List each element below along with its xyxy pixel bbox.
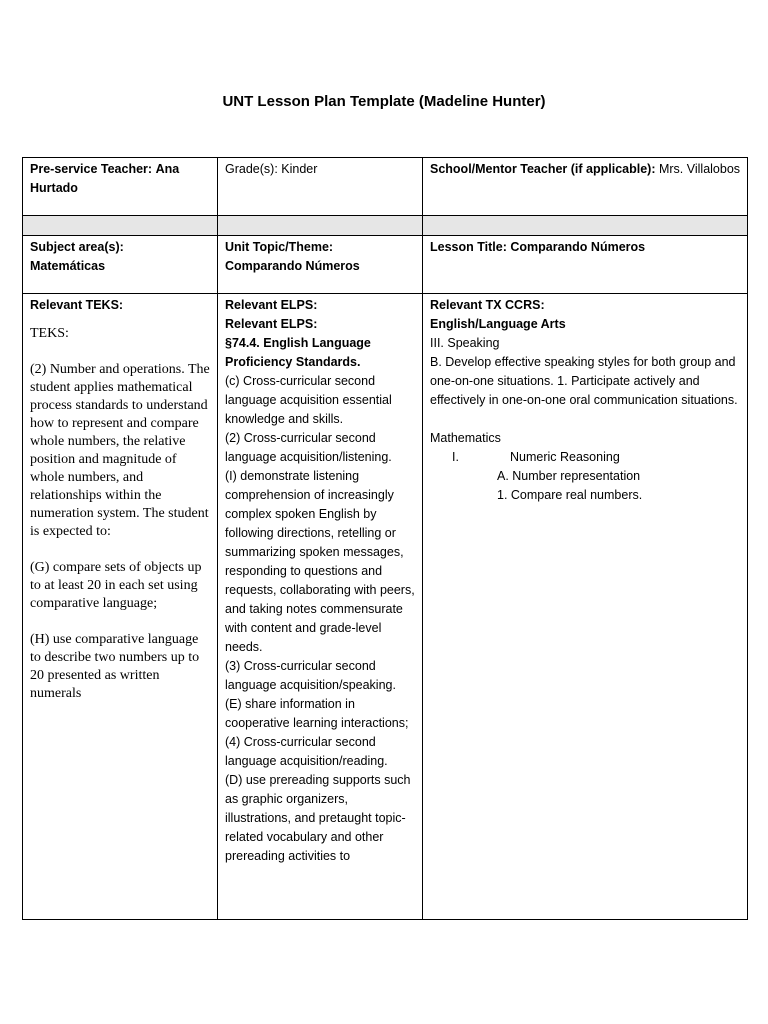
subject-label: Subject area(s): [30,240,124,254]
elps-item: (D) use prereading supports such as graphic organizers, illustrations, and pretaught topic-related vocabulary and other prereading activities to [225,773,411,863]
grade-label: Grade(s): [225,162,278,176]
teks-intro: TEKS: [30,326,69,341]
document-title: UNT Lesson Plan Template (Madeline Hunter) [222,93,546,110]
ccrs-math-item [430,448,741,467]
teacher-label: Pre-service Teacher: [30,162,153,176]
unit-cell [218,236,423,294]
elps-item: (E) share information in cooperative learning interactions; [225,697,409,730]
subject-row [23,236,748,294]
teks-paragraph: (H) use comparative language to describe two numbers up to 20 presented as written numerals [30,632,200,701]
lesson-value: Comparando Números [510,240,646,254]
grade-value: Kinder [281,162,318,176]
ccrs-math-label: Numeric Reasoning [510,450,620,464]
lesson-plan-table [22,157,748,920]
elps-cell [218,294,423,920]
teacher-cell [23,158,218,216]
elps-heading: Relevant ELPS: [225,317,318,331]
ccrs-item: B. Develop effective speaking styles for both group and one-on-one situations. 1. Participate actively and effectively in one-on-one oral communication situations. [430,355,738,407]
teks-body [30,325,211,703]
teks-cell [23,294,218,920]
ccrs-math-number: I. [452,450,459,464]
ccrs-math-heading: Mathematics [430,431,501,445]
ccrs-speaking: III. Speaking [430,336,500,350]
teks-paragraph: (2) Number and operations. The student applies mathematical process standards to understand how to represent and compare whole numbers, the relative position and magnitude of whole numbers, and relationships within the numeration system. The student is expected to: [30,362,210,539]
spacer [430,410,741,429]
shaded-cell [423,216,748,236]
teks-heading: Relevant TEKS: [30,298,124,312]
school-cell [423,158,748,216]
school-label: School/Mentor Teacher (if applicable): [430,162,656,176]
lesson-cell [423,236,748,294]
ccrs-math-subitem: 1. Compare real numbers. [497,488,643,502]
shaded-divider-row [23,216,748,236]
elps-item: (I) demonstrate listening comprehension of increasingly complex spoken English by following directions, retelling or summarizing spoken messages, responding to questions and requests, collaborating with peers, and taking notes commensurate with content and grade-level needs. [225,469,415,654]
subject-value: Matemáticas [30,259,106,273]
unit-value: Comparando Números [225,259,360,273]
ccrs-math-subitem: A. Number representation [497,469,641,483]
ccrs-heading: Relevant TX CCRS: [430,298,545,312]
ccrs-cell [423,294,748,920]
elps-item: (3) Cross-curricular second language acquisition/speaking. [225,659,396,692]
shaded-cell [218,216,423,236]
subject-cell [23,236,218,294]
elps-item: (2) Cross-curricular second language acquisition/listening. [225,431,392,464]
ccrs-ela-heading: English/Language Arts [430,317,566,331]
grade-cell [218,158,423,216]
elps-heading: Relevant ELPS: [225,298,318,312]
elps-standard-title: §74.4. English Language Proficiency Standards. [225,336,371,369]
shaded-cell [23,216,218,236]
school-value: Mrs. Villalobos [658,162,741,176]
teacher-row [23,158,748,216]
teks-paragraph: (G) compare sets of objects up to at least 20 in each set using comparative language; [30,560,202,611]
elps-item: (4) Cross-curricular second language acquisition/reading. [225,735,388,768]
lesson-label: Lesson Title: [430,240,507,254]
standards-row [23,294,748,920]
elps-item: (c) Cross-curricular second language acquisition essential knowledge and skills. [225,374,392,426]
unit-label: Unit Topic/Theme: [225,240,334,254]
teacher-value: Ana Hurtado [30,162,180,195]
